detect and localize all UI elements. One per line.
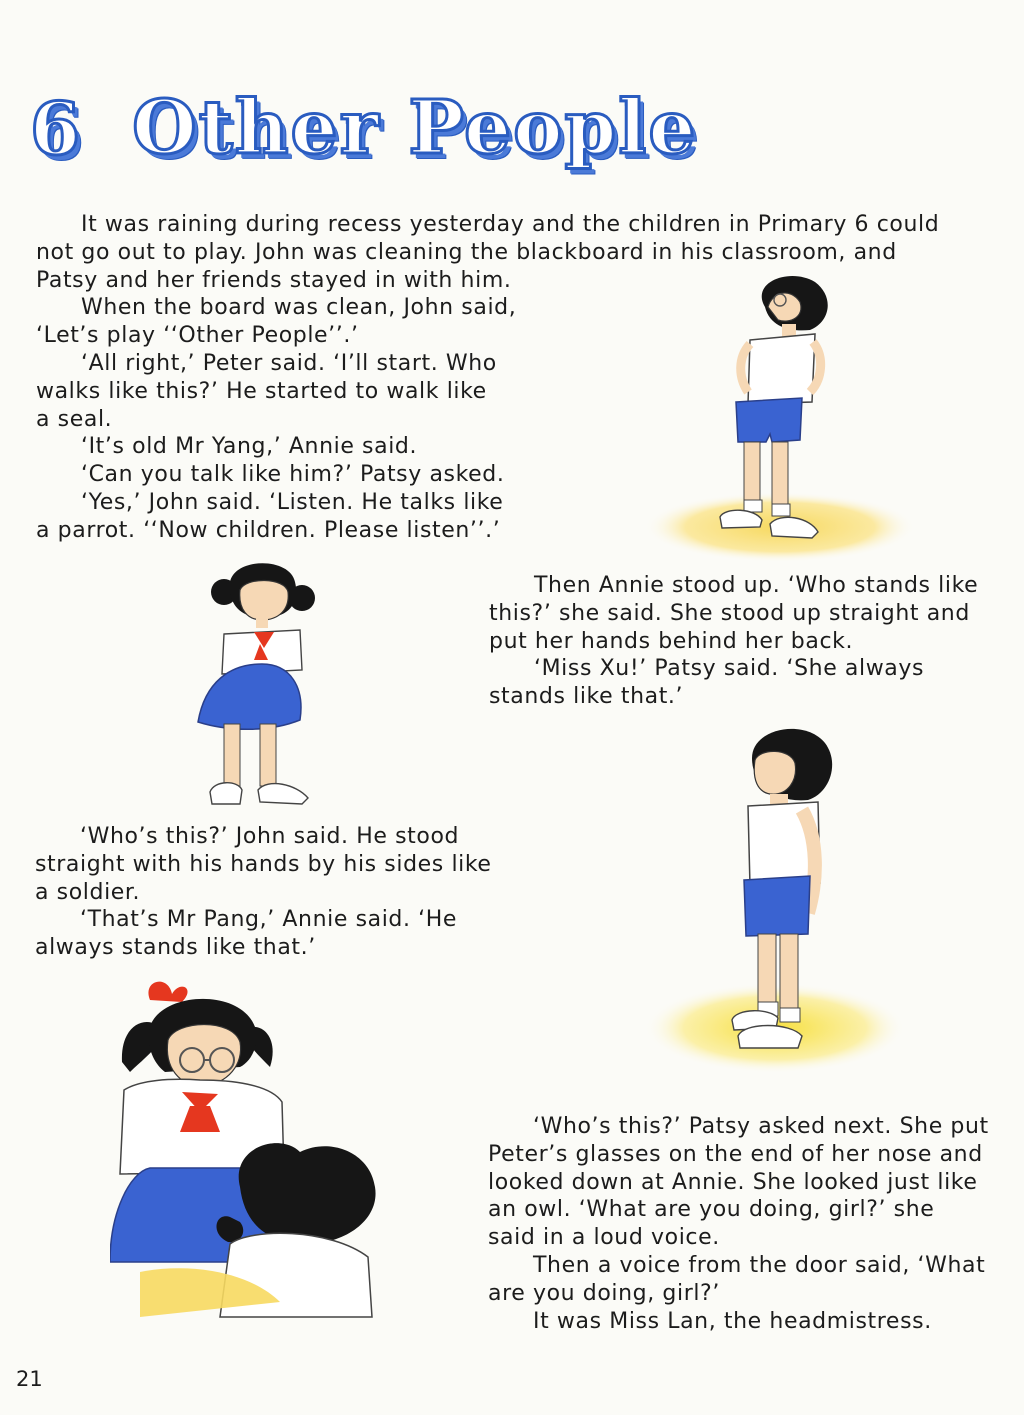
paragraph: ‘Can you talk like him?’ Patsy asked. bbox=[81, 462, 505, 488]
girl-standing-illustration bbox=[190, 552, 330, 814]
girl-with-glasses-illustration bbox=[110, 972, 400, 1332]
page-number: 21 bbox=[16, 1367, 43, 1391]
paragraph: ‘Who’s this?’ Patsy asked next. She put Peter’s glasses on the end of her nose and looked down at Annie. She looked just like an owl. ‘What are you doing, girl?’ she said in a loud voice. bbox=[488, 1114, 989, 1251]
paragraph: ‘Miss Xu!’ Patsy said. ‘She always stands like that.’ bbox=[489, 656, 925, 710]
paragraph: ‘Who’s this?’ John said. He stood straight with his hands by his sides like a soldier. bbox=[35, 824, 492, 905]
paragraph: When the board was clean, John said, ‘Let’s play ‘‘Other People’’.’ bbox=[36, 295, 517, 349]
boy-looking-up-illustration bbox=[640, 262, 930, 562]
paragraph: ‘That’s Mr Pang,’ Annie said. ‘He always stands like that.’ bbox=[35, 907, 458, 961]
paragraph: Then a voice from the door said, ‘What are you doing, girl?’ bbox=[488, 1252, 986, 1306]
chapter-heading bbox=[30, 78, 790, 178]
paragraph: It was Miss Lan, the headmistress. bbox=[533, 1308, 932, 1334]
boy-soldier-illustration bbox=[640, 718, 910, 1078]
story-block-4 bbox=[488, 1113, 1018, 1335]
paragraph: Then Annie stood up. ‘Who stands like this?’ she said. She stood up straight and put her hands behind her back. bbox=[489, 573, 979, 654]
chapter-number: 6 bbox=[30, 85, 81, 171]
chapter-title: Other People bbox=[132, 85, 698, 171]
paragraph: ‘It’s old Mr Yang,’ Annie said. bbox=[81, 434, 418, 460]
story-block-2 bbox=[489, 572, 999, 711]
story-block-3 bbox=[35, 823, 515, 962]
paragraph: ‘All right,’ Peter said. ‘I’ll start. Who walks like this?’ He started to walk like a seal. bbox=[36, 350, 497, 432]
paragraph: ‘Yes,’ John said. ‘Listen. He talks like a parrot. ‘‘Now children. Please listen’’.’ bbox=[36, 489, 504, 543]
paragraph: It was raining during recess yesterday and the children in Primary 6 could not go out to play. John was cleaning the blackboard in his classroom, and Patsy and her friends stayed in with him. bbox=[36, 212, 940, 293]
